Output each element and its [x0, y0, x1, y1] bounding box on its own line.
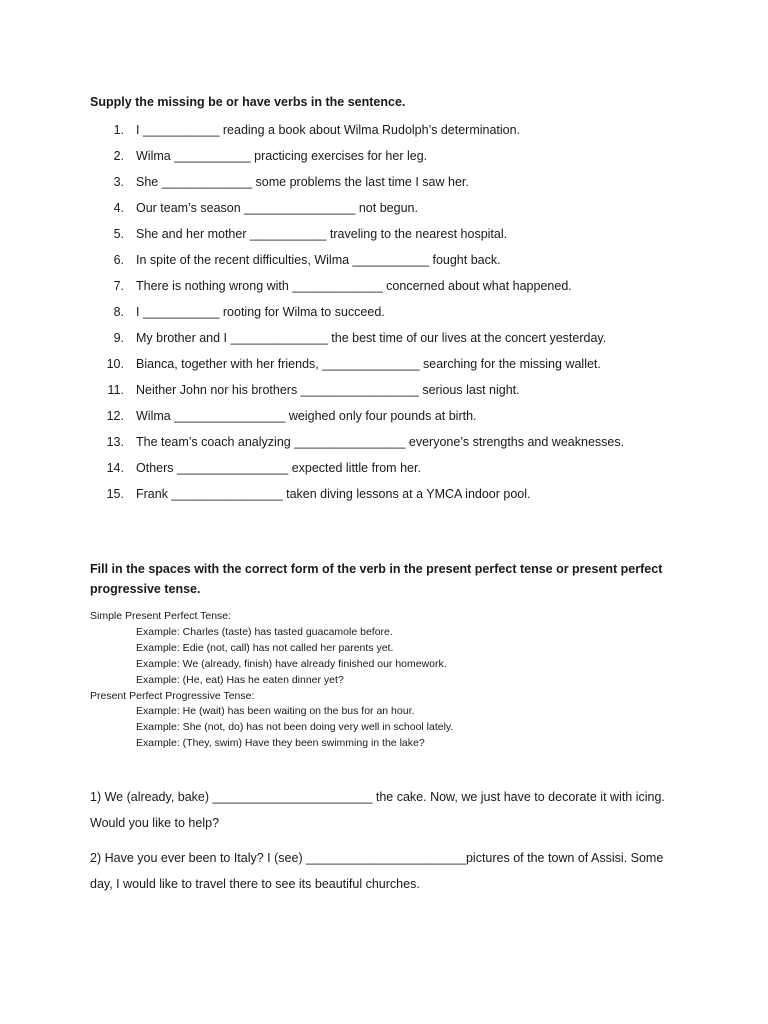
exercise-1-line2: Would you like to help?	[90, 816, 220, 830]
question-number: 11.	[107, 383, 124, 397]
progressive-tense-label: Present Perfect Progressive Tense:	[90, 689, 255, 702]
exercise-2	[90, 845, 690, 897]
question-number: 6.	[113, 253, 124, 267]
example-line: Example: He (wait) has been waiting on the bus for an hour.	[136, 705, 415, 718]
question-text: I ___________ reading a book about Wilma Rudolph’s determination.	[136, 123, 521, 137]
section1-heading: Supply the missing be or have verbs in the sentence.	[90, 95, 406, 109]
question-number: 10.	[106, 357, 124, 371]
question-text: Frank ________________ taken diving lessons at a YMCA indoor pool.	[136, 487, 531, 501]
exercise-2-line1: 2) Have you ever been to Italy? I (see) _______________________pictures of the town of Assisi. Some	[90, 851, 664, 865]
question-number: 14.	[106, 461, 124, 475]
question-text: Neither John nor his brothers _________________ serious last night.	[136, 383, 520, 397]
question-number: 4.	[113, 201, 124, 215]
question-text: She and her mother ___________ traveling to the nearest hospital.	[136, 227, 508, 241]
question-text: Wilma ___________ practicing exercises for her leg.	[136, 149, 428, 163]
question-text: My brother and I ______________ the best time of our lives at the concert yesterday.	[136, 331, 607, 345]
question-number: 13.	[106, 435, 124, 449]
question-text: There is nothing wrong with _____________ concerned about what happened.	[136, 279, 572, 293]
question-text: Wilma ________________ weighed only four pounds at birth.	[136, 409, 477, 423]
exercise-2-line2: day, I would like to travel there to see its beautiful churches.	[90, 877, 420, 891]
question-text: Others ________________ expected little from her.	[136, 461, 421, 475]
question-text: In spite of the recent difficulties, Wilma ___________ fought back.	[136, 253, 501, 267]
example-line: Example: Edie (not, call) has not called her parents yet.	[136, 641, 394, 654]
simple-tense-label: Simple Present Perfect Tense:	[90, 610, 232, 622]
question-number: 8.	[113, 305, 124, 319]
question-text: Our team’s season ________________ not begun.	[136, 201, 418, 215]
example-line: Example: (They, swim) Have they been swimming in the lake?	[136, 737, 425, 750]
example-line: Example: She (not, do) has not been doing very well in school lately.	[136, 721, 454, 734]
examples-block	[90, 609, 453, 752]
question-number: 5.	[113, 227, 124, 241]
question-text: I ___________ rooting for Wilma to succeed.	[136, 305, 385, 319]
section2-heading-line2: progressive tense.	[90, 582, 201, 596]
question-number: 1.	[113, 123, 124, 137]
exercise-1-line1: 1) We (already, bake) _______________________ the cake. Now, we just have to decorate it with icing.	[90, 790, 665, 804]
example-line: Example: (He, eat) Has he eaten dinner yet?	[136, 673, 344, 686]
example-line: Example: Charles (taste) has tasted guacamole before.	[136, 625, 393, 638]
question-number: 2.	[113, 149, 124, 163]
question-text: The team’s coach analyzing ________________ everyone’s strengths and weaknesses.	[136, 435, 625, 449]
question-number: 12.	[106, 409, 124, 423]
question-number: 3.	[113, 175, 124, 189]
section2-heading	[90, 559, 680, 599]
question-number: 15.	[106, 487, 124, 501]
question-text: She _____________ some problems the last time I saw her.	[136, 175, 469, 189]
question-number: 7.	[113, 279, 124, 293]
question-text: Bianca, together with her friends, ______________ searching for the missing wallet.	[136, 357, 601, 371]
exercise-1	[90, 784, 690, 836]
example-line: Example: We (already, finish) have already finished our homework.	[136, 657, 447, 670]
section2-heading-line1: Fill in the spaces with the correct form of the verb in the present perfect tense or present perfect	[90, 562, 663, 576]
question-number: 9.	[113, 331, 124, 345]
